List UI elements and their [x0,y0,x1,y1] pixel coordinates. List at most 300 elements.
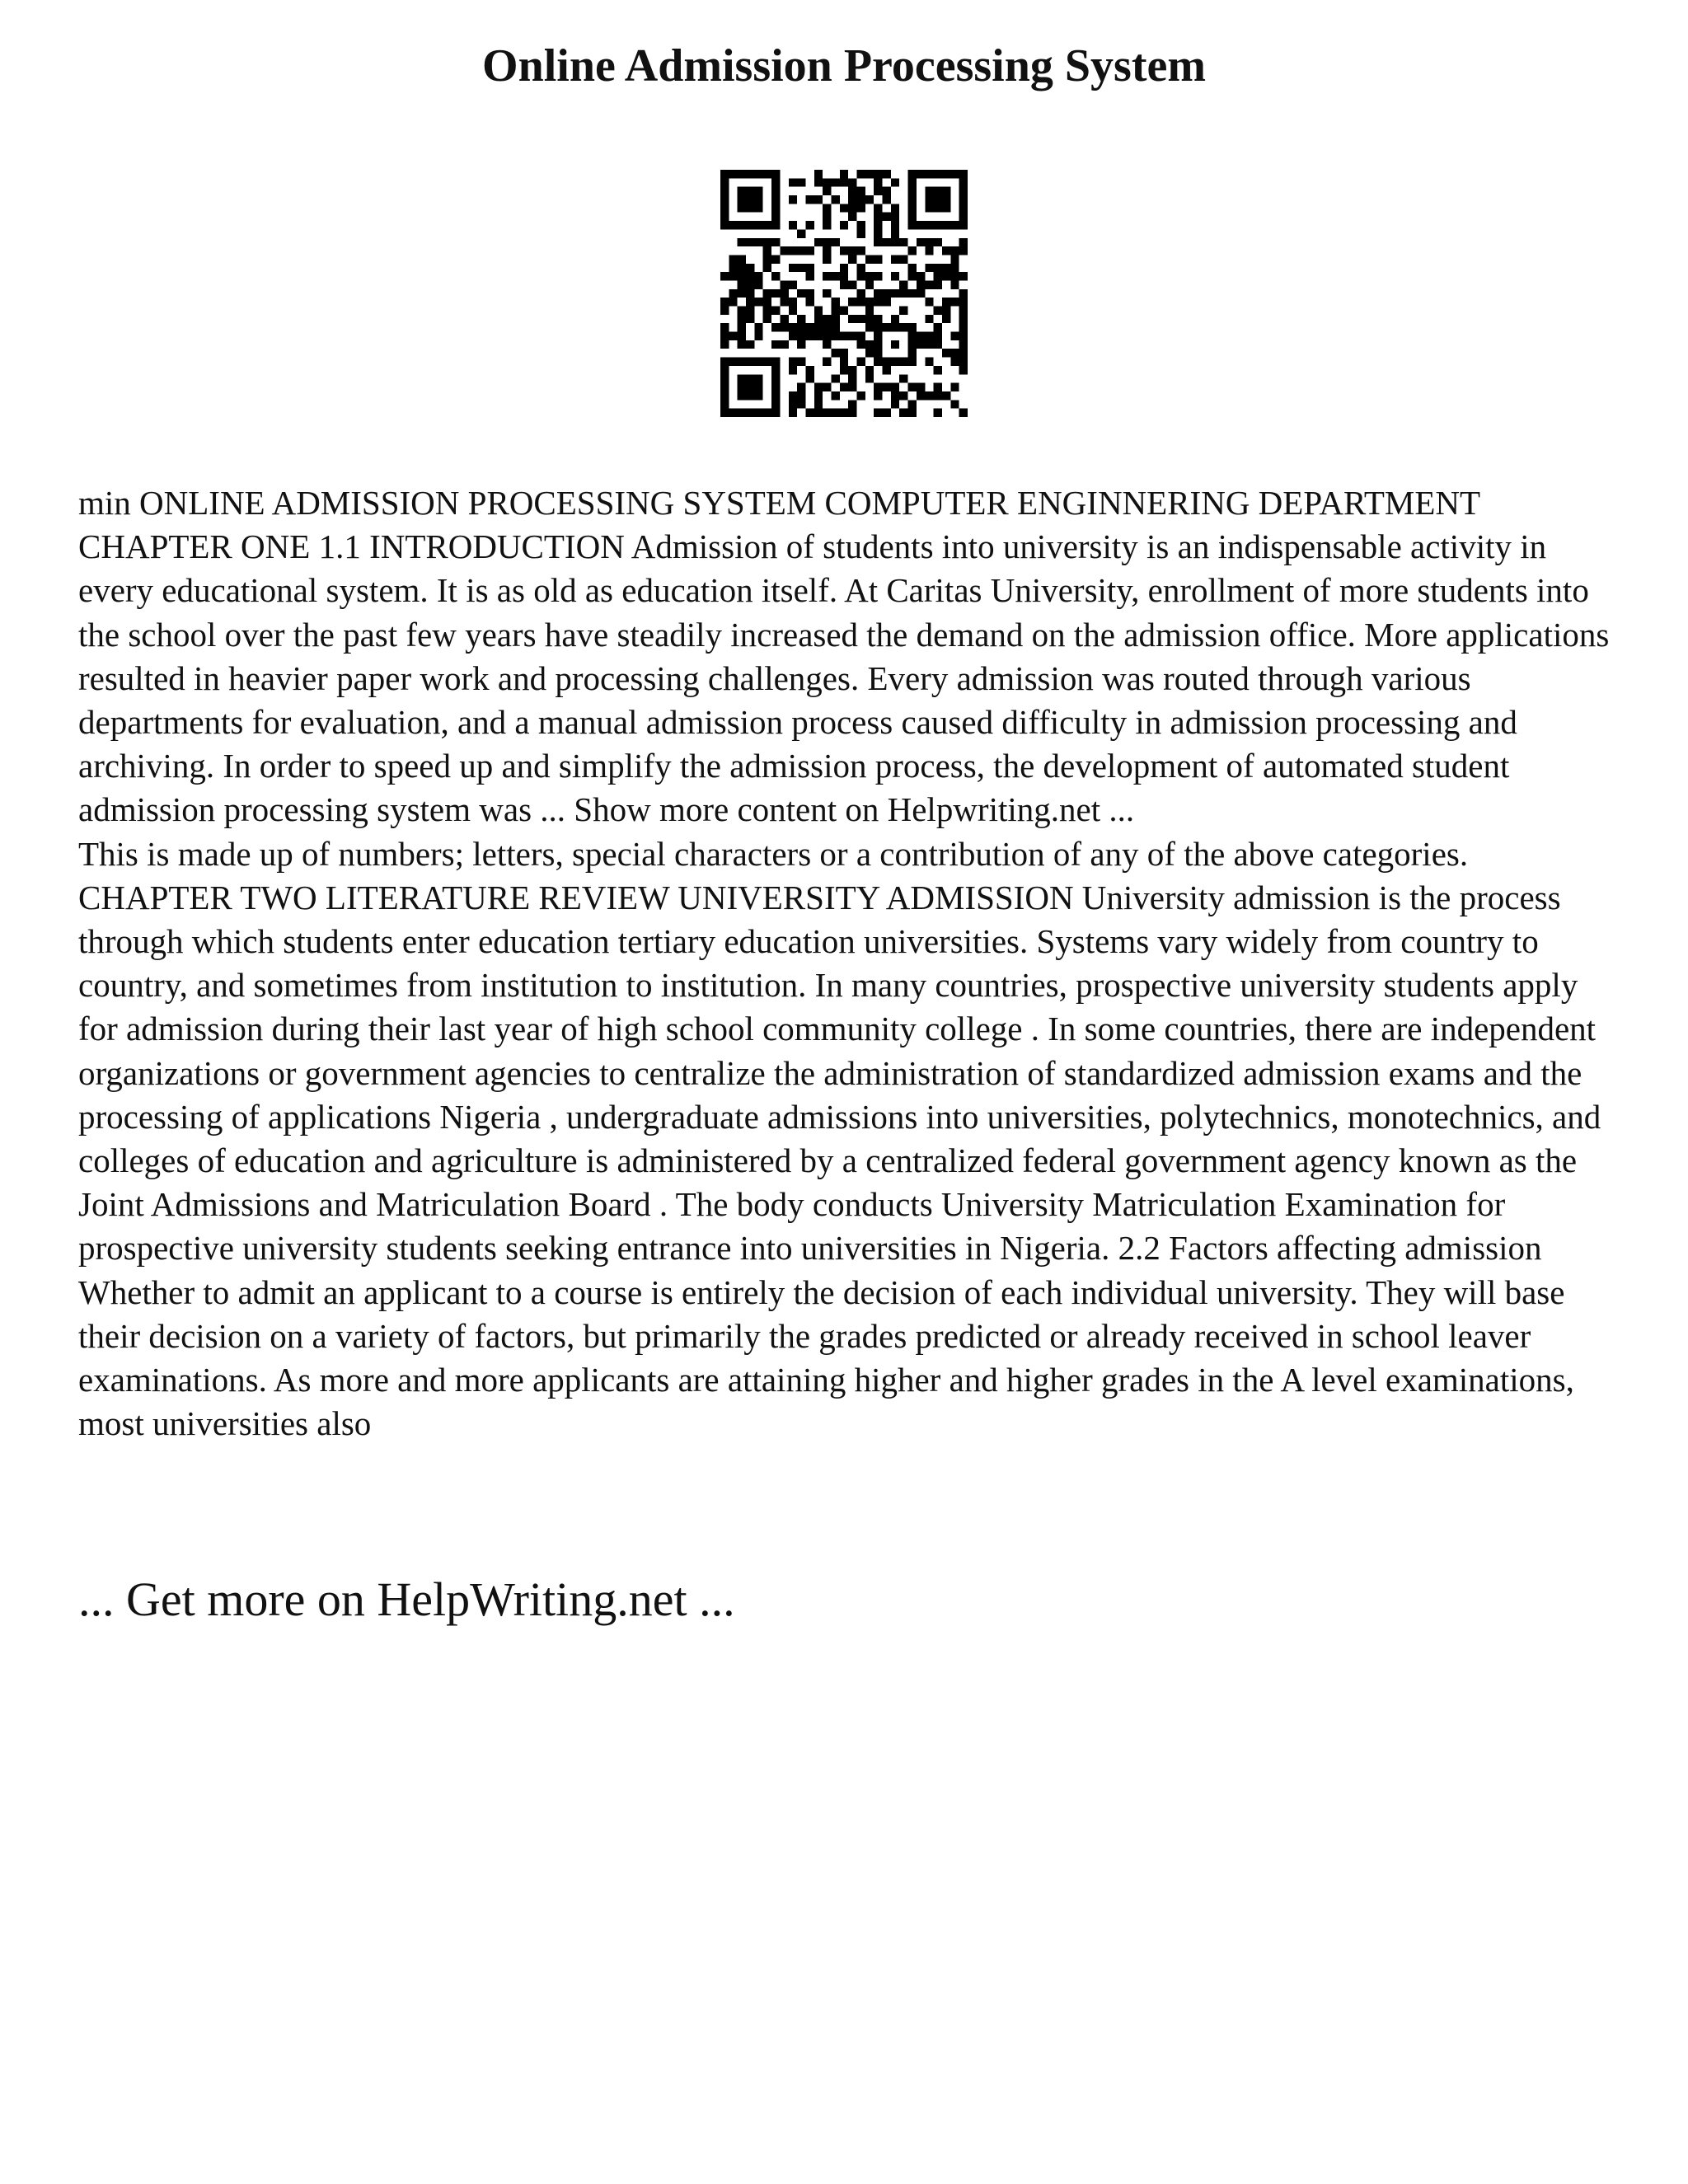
qr-module [763,289,771,298]
qr-module [942,272,950,280]
qr-module [874,409,882,417]
qr-module [729,272,737,280]
qr-module [950,349,959,357]
qr-module [729,332,737,340]
qr-module [848,332,856,340]
qr-module [805,272,814,280]
qr-module [908,323,917,331]
body-text [78,481,1620,1446]
qr-module [857,289,865,298]
qr-module [805,366,814,374]
qr-module [857,340,865,349]
qr-module [899,391,907,400]
qr-module [789,195,797,204]
qr-module [899,255,907,263]
qr-module [789,391,797,400]
qr-module [738,264,746,272]
qr-module [899,280,907,288]
qr-module [789,358,797,366]
qr-module [942,307,950,315]
qr-module [771,289,780,298]
qr-module [746,187,754,195]
qr-module [763,221,771,229]
qr-module [934,383,942,391]
qr-module [959,349,968,357]
qr-module [805,409,814,417]
qr-module [831,323,839,331]
qr-module [840,264,848,272]
qr-module [738,323,746,331]
qr-module [917,280,925,288]
qr-module [891,272,899,280]
qr-module [720,383,729,391]
qr-module [738,255,746,263]
qr-module [823,213,831,221]
qr-module [754,409,762,417]
qr-module [899,358,907,366]
qr-module [738,340,746,349]
qr-module [738,221,746,229]
qr-module [814,409,823,417]
qr-module [754,280,762,288]
qr-module [771,204,780,212]
qr-module [848,195,856,204]
qr-module [720,374,729,382]
qr-module [874,315,882,323]
qr-module [934,187,942,195]
qr-module [883,187,891,195]
qr-module [874,349,882,357]
qr-module [857,229,865,237]
qr-module [883,238,891,246]
qr-module [823,272,831,280]
qr-module [729,264,737,272]
qr-module [763,246,771,255]
qr-module [831,315,839,323]
qr-module [840,358,848,366]
qr-module [823,358,831,366]
qr-module [865,374,874,382]
qr-module [754,238,762,246]
qr-module [831,178,839,186]
qr-module [746,264,754,272]
qr-module [917,332,925,340]
qr-module [934,340,942,349]
qr-module [805,298,814,306]
qr-module [746,170,754,178]
qr-module [917,170,925,178]
qr-module [874,289,882,298]
qr-module [814,195,823,204]
qr-module [720,409,729,417]
qr-module [805,323,814,331]
qr-module [771,409,780,417]
qr-module [738,272,746,280]
qr-module [891,400,899,408]
qr-module [771,213,780,221]
qr-module [917,289,925,298]
qr-module [789,221,797,229]
qr-module [797,178,805,186]
qr-module [729,221,737,229]
qr-module [934,221,942,229]
qr-module [857,315,865,323]
qr-module [942,170,950,178]
qr-module [942,187,950,195]
qr-module [720,307,729,315]
qr-module [891,315,899,323]
qr-module [805,195,814,204]
qr-module [814,178,823,186]
qr-module [891,340,899,349]
qr-module [754,221,762,229]
qr-module [925,280,933,288]
qr-module [950,383,959,391]
qr-module [848,315,856,323]
qr-module [754,323,762,331]
qr-module [883,323,891,331]
qr-module [814,315,823,323]
qr-module [831,298,839,306]
qr-module [789,400,797,408]
qr-module [959,246,968,255]
qr-module [908,409,917,417]
qr-module [934,195,942,204]
qr-module [720,366,729,374]
qr-module [908,358,917,366]
qr-module [865,307,874,315]
qr-module [917,221,925,229]
qr-module [805,264,814,272]
qr-module [908,204,917,212]
qr-module [720,298,729,306]
qr-module [857,358,865,366]
qr-module [738,280,746,288]
qr-module [823,246,831,255]
qr-module [874,298,882,306]
qr-module [883,358,891,366]
qr-module [908,221,917,229]
qr-module [899,289,907,298]
qr-module [925,298,933,306]
qr-module [763,315,771,323]
qr-module [823,204,831,212]
qr-module [754,298,762,306]
qr-module [908,272,917,280]
qr-module [746,280,754,288]
qr-module [831,332,839,340]
qr-module [942,221,950,229]
qr-module [891,383,899,391]
qr-module [738,289,746,298]
qr-module [874,187,882,195]
qr-module [865,272,874,280]
qr-module [771,340,780,349]
qr-module [754,272,762,280]
qr-module [883,195,891,204]
qr-module [771,374,780,382]
qr-module [720,178,729,186]
qr-module [763,264,771,272]
qr-module [908,178,917,186]
qr-module [746,383,754,391]
qr-module [771,255,780,263]
qr-module [789,264,797,272]
qr-module [771,358,780,366]
qr-module [891,289,899,298]
qr-module [883,289,891,298]
qr-module [746,195,754,204]
qr-module [763,255,771,263]
qr-module [823,221,831,229]
qr-module [771,366,780,374]
qr-module [831,391,839,400]
qr-module [874,323,882,331]
qr-module [959,187,968,195]
qr-module [865,280,874,288]
qr-module [917,272,925,280]
qr-module [831,307,839,315]
qr-module [746,272,754,280]
qr-module [831,195,839,204]
qr-module [925,221,933,229]
qr-module [771,221,780,229]
qr-module [754,204,762,212]
qr-module [780,315,788,323]
qr-module [942,391,950,400]
qr-module [874,204,882,212]
qr-module [848,204,856,212]
qr-module [848,298,856,306]
qr-module [771,391,780,400]
qr-module [950,221,959,229]
qr-module [925,238,933,246]
qr-module [797,400,805,408]
qr-module [797,340,805,349]
qr-module [738,238,746,246]
qr-module [934,366,942,374]
qr-module [738,170,746,178]
qr-module [823,178,831,186]
qr-module [908,332,917,340]
qr-module [917,383,925,391]
qr-module [746,307,754,315]
qr-module [857,332,865,340]
qr-module [959,289,968,298]
qr-module [840,366,848,374]
qr-module [754,383,762,391]
qr-module [865,170,874,178]
page-title: Online Admission Processing System [482,40,1206,91]
qr-module [840,383,848,391]
qr-module [959,170,968,178]
qr-module [823,409,831,417]
qr-module [720,400,729,408]
qr-module [814,170,823,178]
qr-module [814,307,823,315]
paragraph-introduction: min ONLINE ADMISSION PROCESSING SYSTEM COMPUTER ENGINNERING DEPARTMENT CHAPTER ONE 1.1 INTRODUCTION Admission of students into university is an indispensable activity in every educational system. It is as old as education itself. At Caritas University, enrollment of more students into the school over the past few years have steadily increased the demand on the admission office. More applications resulted in heavier paper work and processing challenges. Every admission was routed through various departments for evaluation, and a manual admission process caused difficulty in admission processing and archiving. In order to speed up and simplify the admission process, the development of automated student admission processing system was ... Show more content on Helpwriting.net ... [78,484,1610,829]
qr-module [797,315,805,323]
qr-module [874,229,882,237]
qr-module [848,383,856,391]
qr-module [805,289,814,298]
qr-module [865,298,874,306]
qr-module [891,323,899,331]
qr-module [823,323,831,331]
qr-module [814,332,823,340]
qr-module [720,170,729,178]
qr-module [720,195,729,204]
qr-module [789,323,797,331]
qr-module [874,178,882,186]
qr-module [831,374,839,382]
qr-module [729,409,737,417]
qr-module [874,340,882,349]
qr-module [746,238,754,246]
qr-module [840,246,848,255]
qr-module [729,289,737,298]
qr-module [934,272,942,280]
qr-module [805,374,814,382]
qr-module [720,332,729,340]
qr-module [925,187,933,195]
qr-module [942,315,950,323]
qr-module [925,264,933,272]
qr-module [908,400,917,408]
qr-module [959,195,968,204]
qr-module [763,358,771,366]
qr-module [891,221,899,229]
qr-module [865,323,874,331]
qr-module [771,187,780,195]
qr-module [729,298,737,306]
qr-module [797,229,805,237]
qr-module [874,221,882,229]
qr-module [805,221,814,229]
qr-module [789,409,797,417]
qr-module [950,264,959,272]
qr-module [942,204,950,212]
qr-module [789,366,797,374]
qr-module [763,238,771,246]
qr-module [959,221,968,229]
qr-module [848,280,856,288]
qr-module [874,272,882,280]
qr-module [720,221,729,229]
qr-module [797,383,805,391]
qr-module [823,315,831,323]
qr-module [840,204,848,212]
qr-module [865,340,874,349]
qr-module [831,272,839,280]
qr-module [865,315,874,323]
qr-module [874,170,882,178]
qr-module [763,409,771,417]
qr-module [754,358,762,366]
qr-module [823,255,831,263]
qr-module [934,332,942,340]
qr-module [959,315,968,323]
qr-module [780,246,788,255]
qr-module [738,204,746,212]
qr-module [899,374,907,382]
qr-module [908,264,917,272]
qr-module [848,178,856,186]
qr-module [891,358,899,366]
qr-module [908,195,917,204]
qr-module [848,374,856,382]
qr-module [891,391,899,400]
qr-module [848,400,856,408]
qr-module [763,307,771,315]
qr-module [720,204,729,212]
qr-module [771,238,780,246]
qr-module [797,332,805,340]
qr-module [917,340,925,349]
qr-module [805,246,814,255]
qr-module [950,298,959,306]
qr-module [720,391,729,400]
qr-module [959,340,968,349]
qr-module [746,374,754,382]
qr-module [738,187,746,195]
qr-module [771,272,780,280]
qr-module [831,238,839,246]
qr-module [840,409,848,417]
qr-module [797,391,805,400]
qr-module [857,391,865,400]
qr-module [908,340,917,349]
qr-module [789,307,797,315]
get-more-link[interactable]: ... Get more on HelpWriting.net ... [78,1572,735,1626]
qr-module [865,255,874,263]
qr-module [823,332,831,340]
qr-module [797,264,805,272]
qr-module [771,195,780,204]
qr-module [891,204,899,212]
qr-module [738,315,746,323]
qr-module [883,170,891,178]
qr-module [883,383,891,391]
qr-module [908,170,917,178]
qr-module [899,409,907,417]
qr-module [934,409,942,417]
qr-module [959,272,968,280]
qr-module [763,170,771,178]
qr-module [959,298,968,306]
qr-module [780,289,788,298]
qr-module [814,383,823,391]
qr-module [746,340,754,349]
qr-module [857,187,865,195]
qr-module [950,246,959,255]
qr-module [891,213,899,221]
qr-module [840,307,848,315]
qr-module [874,383,882,391]
qr-module [720,187,729,195]
qr-module [848,366,856,374]
qr-module [950,255,959,263]
qr-module [754,195,762,204]
qr-module [891,238,899,246]
qr-module [908,213,917,221]
qr-module [950,272,959,280]
qr-module [848,409,856,417]
qr-module [823,383,831,391]
qr-module [738,358,746,366]
qr-module [934,307,942,315]
qr-module [908,349,917,357]
